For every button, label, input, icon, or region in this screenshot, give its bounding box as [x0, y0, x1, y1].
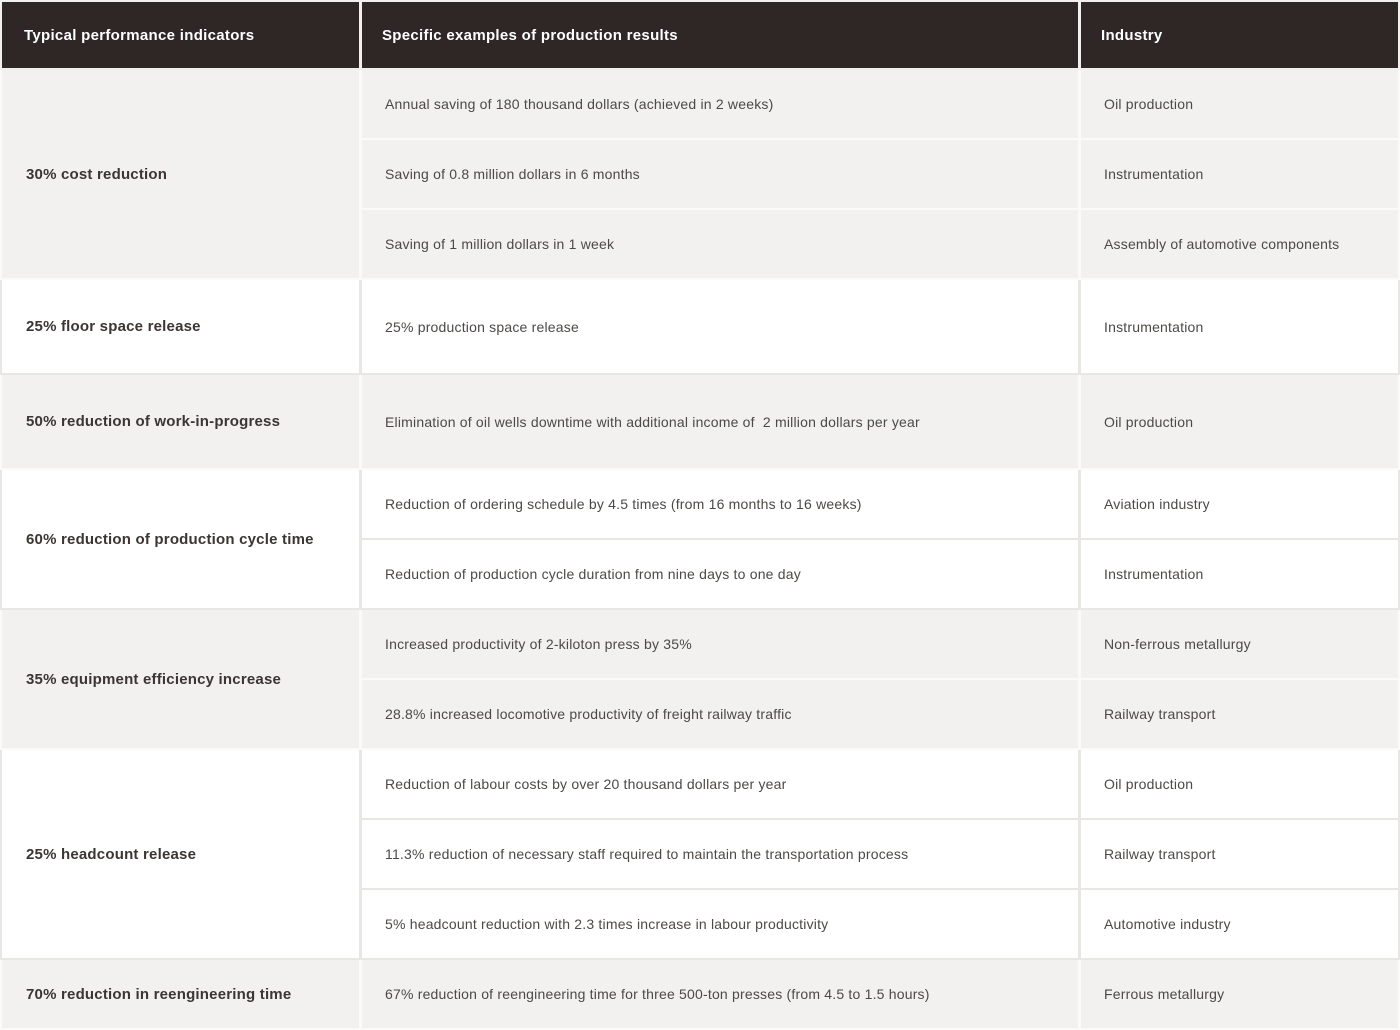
table-row	[362, 210, 1400, 280]
table-header-row	[0, 0, 1400, 70]
industry-cell: Oil production	[1081, 375, 1400, 470]
indicator-cell: 35% equipment efficiency increase	[0, 610, 362, 750]
group-cost-reduction	[0, 70, 1400, 280]
table-row	[362, 960, 1400, 1030]
industry-cell: Railway transport	[1081, 820, 1400, 890]
group-headcount-release	[0, 750, 1400, 960]
example-cell: Saving of 0.8 million dollars in 6 months	[362, 140, 1081, 210]
industry-cell: Automotive industry	[1081, 890, 1400, 960]
indicator-cell: 50% reduction of work-in-progress	[0, 375, 362, 470]
example-cell: Elimination of oil wells downtime with additional income of 2 million dollars per year	[362, 375, 1081, 470]
industry-cell: Instrumentation	[1081, 280, 1400, 375]
example-cell: 28.8% increased locomotive productivity of freight railway traffic	[362, 680, 1081, 750]
table-row	[362, 610, 1400, 680]
example-cell: 67% reduction of reengineering time for three 500-ton presses (from 4.5 to 1.5 hours)	[362, 960, 1081, 1030]
industry-cell: Railway transport	[1081, 680, 1400, 750]
industry-cell: Ferrous metallurgy	[1081, 960, 1400, 1030]
column-header-examples: Specific examples of production results	[362, 0, 1081, 70]
industry-cell: Non-ferrous metallurgy	[1081, 610, 1400, 680]
table-row	[362, 820, 1400, 890]
industry-cell: Instrumentation	[1081, 140, 1400, 210]
indicator-cell: 25% floor space release	[0, 280, 362, 375]
indicator-cell: 30% cost reduction	[0, 70, 362, 280]
example-cell: Saving of 1 million dollars in 1 week	[362, 210, 1081, 280]
industry-cell: Instrumentation	[1081, 540, 1400, 610]
table-row	[362, 140, 1400, 210]
industry-cell: Oil production	[1081, 750, 1400, 820]
industry-cell: Assembly of automotive components	[1081, 210, 1400, 280]
example-cell: Increased productivity of 2-kiloton press by 35%	[362, 610, 1081, 680]
example-cell: Reduction of production cycle duration from nine days to one day	[362, 540, 1081, 610]
table-row	[362, 540, 1400, 610]
column-header-industry: Industry	[1081, 0, 1400, 70]
group-reengineering-time	[0, 960, 1400, 1030]
example-cell: Reduction of labour costs by over 20 thousand dollars per year	[362, 750, 1081, 820]
indicator-cell: 60% reduction of production cycle time	[0, 470, 362, 610]
group-wip-reduction	[0, 375, 1400, 470]
example-cell: Reduction of ordering schedule by 4.5 times (from 16 months to 16 weeks)	[362, 470, 1081, 540]
table-row	[362, 680, 1400, 750]
table-row	[362, 890, 1400, 960]
example-cell: 11.3% reduction of necessary staff required to maintain the transportation process	[362, 820, 1081, 890]
group-cycle-time-reduction	[0, 470, 1400, 610]
table-row	[362, 70, 1400, 140]
example-cell: Annual saving of 180 thousand dollars (achieved in 2 weeks)	[362, 70, 1081, 140]
group-equipment-efficiency	[0, 610, 1400, 750]
industry-cell: Aviation industry	[1081, 470, 1400, 540]
indicator-cell: 70% reduction in reengineering time	[0, 960, 362, 1030]
table-row	[362, 375, 1400, 470]
table-row	[362, 470, 1400, 540]
example-cell: 25% production space release	[362, 280, 1081, 375]
group-floor-space-release	[0, 280, 1400, 375]
column-header-indicators: Typical performance indicators	[0, 0, 362, 70]
table-row	[362, 750, 1400, 820]
industry-cell: Oil production	[1081, 70, 1400, 140]
indicator-cell: 25% headcount release	[0, 750, 362, 960]
example-cell: 5% headcount reduction with 2.3 times increase in labour productivity	[362, 890, 1081, 960]
table-row	[362, 280, 1400, 375]
